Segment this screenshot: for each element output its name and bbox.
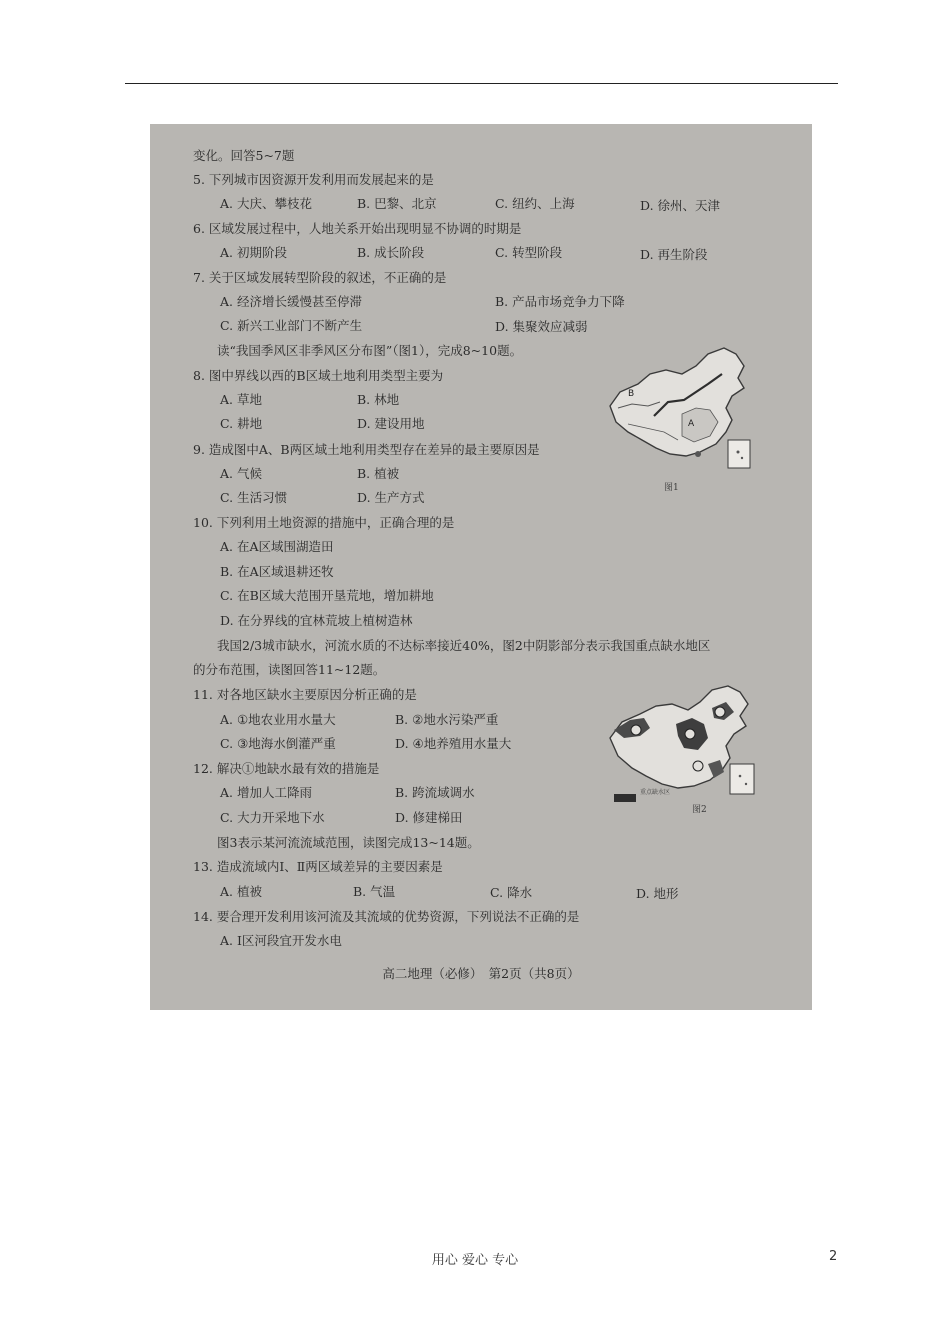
question-10-option-b: B. 在A区域退耕还牧 — [220, 564, 334, 579]
question-6-option-b: B. 成长阶段 — [357, 245, 425, 260]
map1-label-b: B — [628, 389, 635, 399]
question-13-option-d: D. 地形 — [636, 886, 679, 901]
intro-fig1: 读“我国季风区非季风区分布图”（图1），完成8~10题。 — [217, 343, 523, 358]
question-9-option-c: C. 生活习惯 — [220, 490, 288, 505]
question-5-option-b: B. 巴黎、北京 — [357, 196, 437, 211]
question-12-option-c: C. 大力开采地下水 — [220, 810, 325, 825]
map-china-monsoon-regions — [598, 344, 758, 479]
question-5-option-c: C. 纽约、上海 — [495, 196, 575, 211]
question-7-option-a: A. 经济增长缓慢甚至停滞 — [220, 294, 362, 309]
question-7-option-d: D. 集聚效应减弱 — [495, 319, 588, 334]
question-7-option-b: B. 产品市场竞争力下降 — [495, 294, 625, 309]
question-8-stem: 8. 图中界线以西的B区域土地利用类型主要为 — [193, 368, 444, 383]
question-8-option-a: A. 草地 — [220, 392, 262, 407]
map2-caption: 图2 — [692, 805, 707, 815]
question-13-option-a: A. 植被 — [220, 884, 262, 899]
question-6-option-c: C. 转型阶段 — [495, 245, 563, 260]
question-6-stem: 6. 区域发展过程中，人地关系开始出现明显不协调的时期是 — [193, 221, 522, 236]
question-12-stem: 12. 解决①地缺水最有效的措施是 — [193, 761, 380, 776]
question-8-option-d: D. 建设用地 — [357, 416, 425, 431]
question-6-option-d: D. 再生阶段 — [640, 247, 708, 262]
intro-fig2-line1: 我国2/3城市缺水，河流水质的不达标率接近40%，图2中阴影部分表示我国重点缺水地区 — [217, 638, 711, 653]
map2-legend: 重点缺水区 — [640, 789, 671, 796]
question-14-option-a: A. Ⅰ区河段宜开发水电 — [220, 933, 342, 948]
question-5-option-d: D. 徐州、天津 — [640, 198, 721, 213]
map1-caption: 图1 — [664, 483, 679, 493]
map-china-water-shortage — [600, 684, 760, 806]
question-13-option-c: C. 降水 — [490, 885, 533, 900]
question-9-stem: 9. 造成图中A、B两区域土地利用类型存在差异的最主要原因是 — [193, 442, 540, 457]
page-footer-slogan: 用心 爱心 专心 — [431, 1253, 519, 1268]
question-9-option-a: A. 气候 — [220, 466, 262, 481]
question-12-option-a: A. 增加人工降雨 — [220, 785, 312, 800]
question-11-stem: 11. 对各地区缺水主要原因分析正确的是 — [193, 687, 417, 702]
question-5-option-a: A. 大庆、攀枝花 — [220, 196, 312, 211]
question-10-option-d: D. 在分界线的宜林荒坡上植树造林 — [220, 613, 413, 628]
section-header: 变化。回答5~7题 — [193, 148, 295, 163]
intro-fig2-line2: 的分布范围，读图回答11~12题。 — [193, 662, 386, 677]
question-10-option-a: A. 在A区域围湖造田 — [220, 539, 334, 554]
intro-fig3: 图3表示某河流流域范围，读图完成13~14题。 — [217, 835, 480, 850]
question-13-option-b: B. 气温 — [353, 884, 396, 899]
question-10-stem: 10. 下列利用土地资源的措施中，正确合理的是 — [193, 515, 455, 530]
question-7-option-c: C. 新兴工业部门不断产生 — [220, 318, 363, 333]
question-12-option-d: D. 修建梯田 — [395, 810, 463, 825]
question-13-stem: 13. 造成流域内Ⅰ、Ⅱ两区域差异的主要因素是 — [193, 859, 443, 874]
question-7-stem: 7. 关于区域发展转型阶段的叙述，不正确的是 — [193, 270, 447, 285]
question-9-option-d: D. 生产方式 — [357, 490, 425, 505]
scan-page-footer: 高二地理（必修） 第2页（共8页） — [382, 966, 580, 981]
map1-label-a: A — [688, 419, 695, 429]
question-11-option-b: B. ②地水污染严重 — [395, 712, 499, 727]
page-number: 2 — [829, 1249, 838, 1264]
question-11-option-a: A. ①地农业用水量大 — [220, 712, 336, 727]
question-6-option-a: A. 初期阶段 — [220, 245, 287, 260]
question-10-option-c: C. 在B区域大范围开垦荒地，增加耕地 — [220, 588, 434, 603]
question-11-option-d: D. ④地养殖用水量大 — [395, 736, 512, 751]
question-8-option-b: B. 林地 — [357, 392, 400, 407]
question-5-stem: 5. 下列城市因资源开发利用而发展起来的是 — [193, 172, 434, 187]
question-14-stem: 14. 要合理开发利用该河流及其流域的优势资源，下列说法不正确的是 — [193, 909, 580, 924]
scanned-exam-page — [150, 124, 812, 1010]
question-9-option-b: B. 植被 — [357, 466, 400, 481]
question-8-option-c: C. 耕地 — [220, 416, 263, 431]
question-12-option-b: B. 跨流域调水 — [395, 785, 475, 800]
question-11-option-c: C. ③地海水倒灌严重 — [220, 736, 336, 751]
header-rule — [125, 83, 838, 84]
